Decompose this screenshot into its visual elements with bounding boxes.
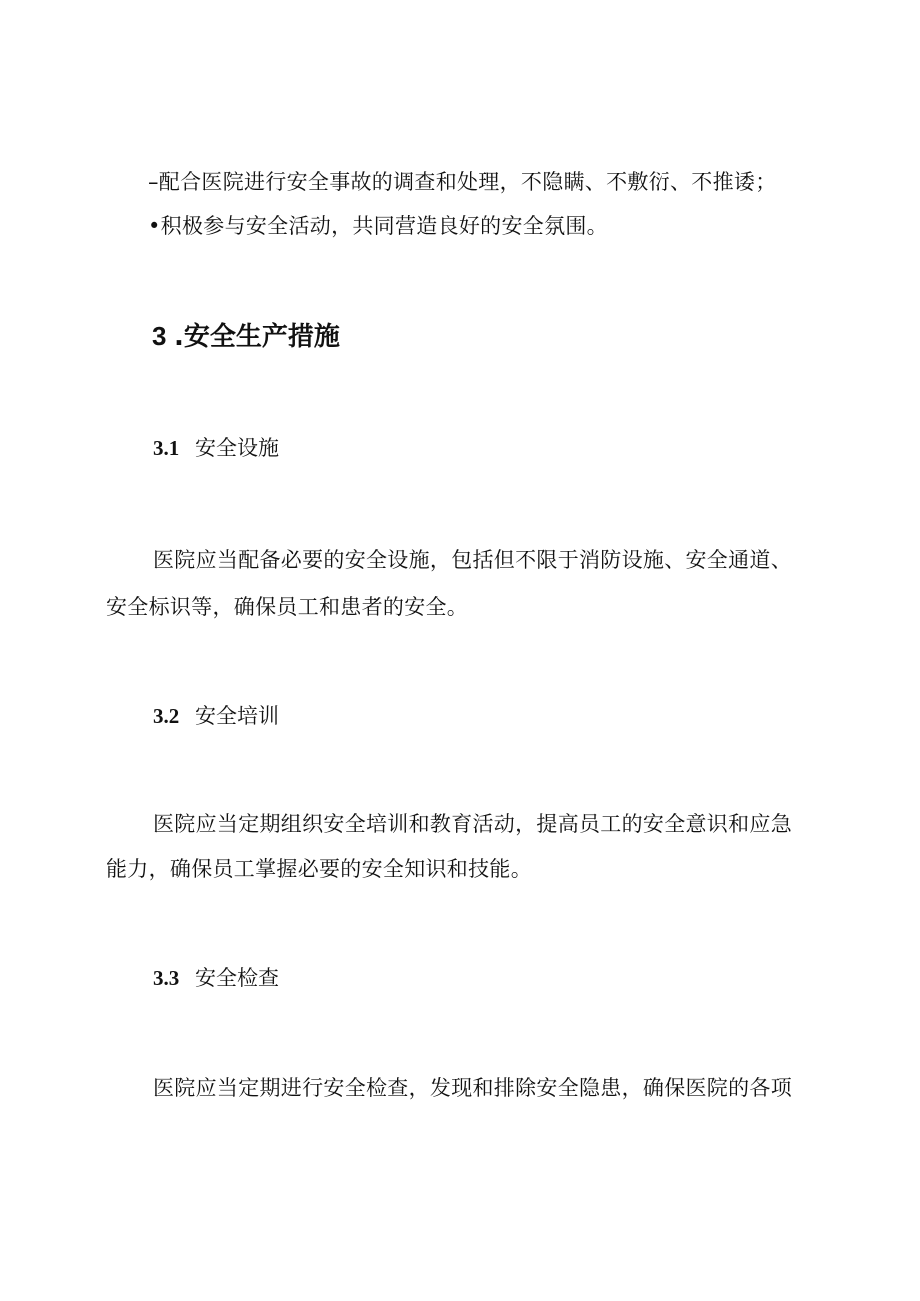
paragraph-line: 能力，确保员工掌握必要的安全知识和技能。 (106, 857, 532, 881)
paragraph-line: 医院应当定期组织安全培训和教育活动，提高员工的安全意识和应急 (153, 812, 792, 836)
subsection-number: 3.1 (153, 436, 180, 460)
subsection-title: 安全设施 (195, 436, 279, 460)
section-title: .安全生产措施 (174, 322, 340, 352)
subsection-heading (153, 432, 279, 462)
paragraph-line: 医院应当定期进行安全检查，发现和排除安全隐患，确保医院的各项 (153, 1076, 792, 1100)
section-number: 3 (152, 321, 167, 351)
paragraph-line: 医院应当配备必要的安全设施，包括但不限于消防设施、安全通道、 (153, 548, 792, 572)
subsection-heading (153, 700, 279, 730)
subsection-title: 安全检查 (195, 966, 279, 990)
paragraph-line: 安全标识等，确保员工和患者的安全。 (106, 595, 469, 619)
bullet-item: •积极参与安全活动，共同营造良好的安全氛围。 (148, 214, 608, 238)
subsection-number: 3.3 (153, 966, 180, 990)
section-heading (152, 316, 340, 353)
subsection-heading (153, 962, 279, 992)
bullet-item: –配合医院进行安全事故的调查和处理，不隐瞒、不敷衍、不推诿； (148, 170, 777, 194)
subsection-title: 安全培训 (195, 704, 279, 728)
subsection-number: 3.2 (153, 704, 180, 728)
